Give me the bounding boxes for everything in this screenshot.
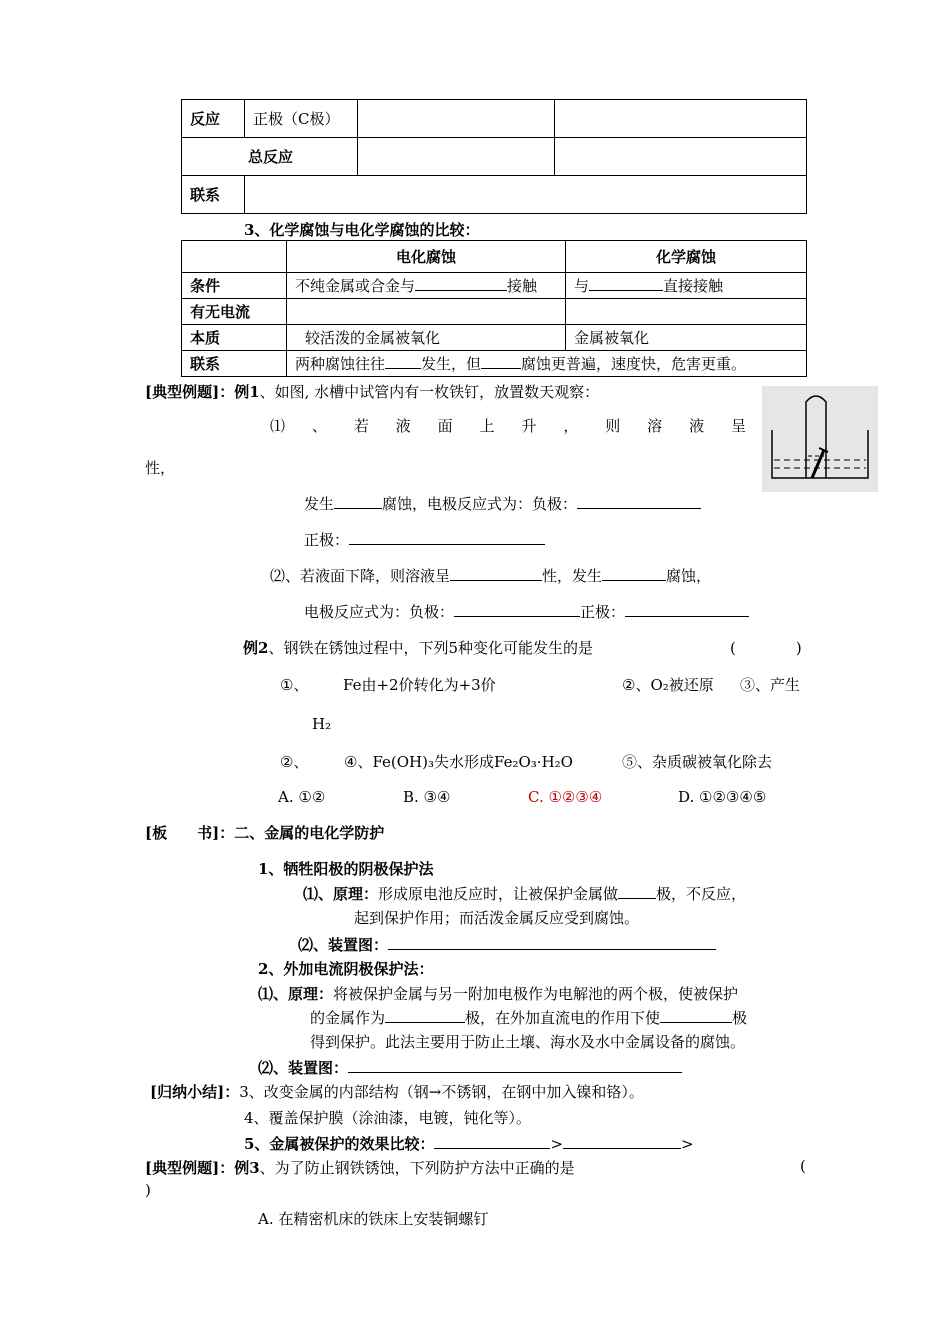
fill-blank <box>660 1007 732 1023</box>
option-d: D. ①②③④⑤ <box>678 788 767 806</box>
gt-symbol: > <box>550 1135 564 1153</box>
option-b: B. ③④ <box>403 788 451 806</box>
header-electro <box>287 241 566 273</box>
essence-label: 本质 <box>190 329 221 347</box>
text: 正极： <box>580 603 626 621</box>
summary-line-3 <box>150 1081 644 1102</box>
section-3-title: 3、化学腐蚀与电化学腐蚀的比较： <box>244 221 480 239</box>
text: 5、金属被保护的效果比较： <box>244 1135 435 1153</box>
question-2-line <box>270 565 711 586</box>
example-label: [典型例题]：例1 <box>145 383 260 401</box>
test-tube-figure <box>762 386 878 492</box>
example-label: 例2 <box>243 639 269 657</box>
fill-blank <box>563 1133 681 1149</box>
fill-blank <box>454 601 580 617</box>
row-label-relation <box>182 351 287 377</box>
fill-blank <box>589 275 663 291</box>
example-1-intro <box>145 381 599 402</box>
item-3-cont: H₂ <box>312 715 332 733</box>
cell-empty <box>555 138 807 176</box>
total-reaction-label: 总反应 <box>248 148 294 166</box>
cell-empty <box>245 176 807 214</box>
char: 、 <box>311 417 327 435</box>
diagram-label: ⑵、装置图： <box>298 936 389 954</box>
example-text: 、如图, 水槽中试管内有一枚铁钉，放置数天观察： <box>259 383 600 401</box>
char: 液 <box>395 417 411 435</box>
text: 与 <box>574 277 590 295</box>
option-c: C. ①②③④ <box>528 788 603 806</box>
answer-paren-close: ) <box>145 1181 151 1199</box>
cell-empty <box>555 100 807 138</box>
row-label-essence <box>182 325 287 351</box>
text: 接触 <box>507 277 538 295</box>
fill-blank <box>618 883 656 899</box>
header-electro-text: 电化腐蚀 <box>395 248 456 266</box>
corrosion-comparison-table <box>181 240 807 377</box>
example-text: 、钢铁在锈蚀过程中，下列5种变化可能发生的是 <box>268 639 593 657</box>
cell-essence-electro <box>287 325 566 351</box>
header-chem <box>566 241 807 273</box>
char: 若 <box>353 417 369 435</box>
current-label: 有无电流 <box>190 303 251 321</box>
fill-blank <box>388 934 716 950</box>
char: 面 <box>437 417 453 435</box>
text: 正极： <box>304 531 350 549</box>
text: 两种腐蚀往往 <box>295 355 386 373</box>
char: 上 <box>479 417 495 435</box>
summary-label: [归纳小结]： <box>150 1083 240 1101</box>
summary-line-5 <box>244 1133 694 1154</box>
row-label-current <box>182 299 287 325</box>
text: 不纯金属或合金与 <box>295 277 416 295</box>
item-2: ②、O₂被还原 <box>622 676 714 694</box>
text: 腐蚀， <box>666 567 712 585</box>
fill-blank <box>625 601 749 617</box>
item-1-num: ①、 <box>280 676 309 694</box>
fill-blank <box>334 493 382 509</box>
cell-condition-electro <box>287 273 566 299</box>
cell-empty <box>566 299 807 325</box>
gt-symbol: > <box>681 1135 694 1153</box>
row-label-relation <box>182 176 245 214</box>
char: 液 <box>689 417 705 435</box>
header-empty <box>182 241 287 273</box>
row-label-condition <box>182 273 287 299</box>
text: 发生，但 <box>421 355 482 373</box>
method-2-diagram <box>258 1057 682 1078</box>
question-1-line <box>270 415 746 436</box>
diagram-label: ⑵、装置图： <box>258 1059 349 1077</box>
row-label-reaction <box>182 100 245 138</box>
text: 发生 <box>304 495 335 513</box>
example-text: 、为了防止钢铁锈蚀，下列防护方法中正确的是 <box>259 1159 575 1177</box>
text: 性，发生 <box>542 567 603 585</box>
text: 极 <box>732 1009 748 1027</box>
char: ， <box>563 417 579 435</box>
text: 将被保护金属与另一附加电极作为电解池的两个极，使被保护 <box>333 985 739 1003</box>
method-2-principle-line-3: 得到保护。此法主要用于防止土壤、海水及水中金属设备的腐蚀。 <box>310 1033 746 1051</box>
text: 腐蚀，电极反应式为：负极： <box>382 495 578 513</box>
item-4: ④、Fe(OH)₃失水形成Fe₂O₃·H₂O <box>344 753 573 771</box>
method-2-principle <box>258 983 738 1004</box>
fill-blank <box>415 275 507 291</box>
relation-label: 联系 <box>190 355 221 373</box>
relation-label: 联系 <box>190 186 221 204</box>
condition-label: 条件 <box>190 277 221 295</box>
fill-blank <box>450 565 542 581</box>
reaction-label: 反应 <box>190 110 221 128</box>
reaction-table <box>181 99 807 214</box>
text: 电极反应式为：负极： <box>304 603 455 621</box>
cell-relation <box>287 351 807 377</box>
board-title: 二、金属的电化学防护 <box>234 824 385 842</box>
text: 较活泼的金属被氧化 <box>305 329 441 347</box>
method-2-title: 2、外加电流阴极保护法： <box>258 960 434 978</box>
fill-blank <box>481 353 521 369</box>
text: 形成原电池反应时，让被保护金属做 <box>378 885 619 903</box>
char: 升 <box>521 417 537 435</box>
principle-label: ⑴、原理： <box>258 985 334 1003</box>
text: 极，不反应， <box>656 885 747 903</box>
cell-empty <box>358 100 555 138</box>
char: 呈 <box>730 417 746 435</box>
summary-line-4: 4、覆盖保护膜（涂油漆，电镀，钝化等）。 <box>244 1109 532 1127</box>
board-heading <box>145 822 384 843</box>
method-2-principle-line-2 <box>310 1007 747 1028</box>
question-1-line-2 <box>304 493 701 514</box>
cell-empty <box>358 138 555 176</box>
answer-paren: ( ) <box>730 639 802 657</box>
method-1-title: 1、牺牲阳极的阴极保护法 <box>258 860 434 878</box>
row-label-total-reaction <box>182 138 358 176</box>
fill-blank <box>602 565 666 581</box>
item-1: Fe由+2价转化为+3价 <box>343 676 496 694</box>
text: ⑵、若液面下降，则溶液呈 <box>270 567 451 585</box>
char: 则 <box>605 417 621 435</box>
example-3-question <box>145 1157 575 1178</box>
text: 腐蚀更普遍，速度快，危害更重。 <box>521 355 747 373</box>
option-a: A. ①② <box>278 788 326 806</box>
board-label: [板 书]： <box>145 824 235 842</box>
principle-label: ⑴、原理： <box>303 885 379 903</box>
fill-blank <box>385 1007 465 1023</box>
method-1-principle <box>303 883 746 904</box>
header-chem-text: 化学腐蚀 <box>655 248 716 266</box>
example-3-option-a: A. 在精密机床的铁床上安装铜螺钉 <box>258 1210 489 1228</box>
example-label: [典型例题]：例3 <box>145 1159 260 1177</box>
answer-paren-open: ( <box>800 1157 806 1175</box>
question-1-end: 性， <box>145 459 176 477</box>
example-2-question <box>243 637 593 658</box>
item-5: ⑤、杂质碳被氧化除去 <box>622 753 773 771</box>
fill-blank <box>385 353 421 369</box>
cell-condition-chem <box>566 273 807 299</box>
cell-essence-chem <box>566 325 807 351</box>
item-4-prefix: ②、 <box>280 753 309 771</box>
text: 的金属作为 <box>310 1009 386 1027</box>
char: ⑴ <box>270 417 286 435</box>
test-tube-diagram <box>762 386 878 492</box>
positive-electrode-label: 正极（C极） <box>253 110 340 128</box>
method-1-principle-line-2: 起到保护作用；而活泼金属反应受到腐蚀。 <box>354 909 640 927</box>
question-1-line-3 <box>304 529 545 550</box>
text: 金属被氧化 <box>574 329 650 347</box>
char: 溶 <box>647 417 663 435</box>
cell-positive-electrode <box>245 100 358 138</box>
text: 直接接触 <box>663 277 724 295</box>
method-1-diagram <box>298 934 716 955</box>
question-2-line-2 <box>304 601 749 622</box>
item-3: ③、产生 <box>740 676 801 694</box>
fill-blank <box>348 1057 682 1073</box>
fill-blank <box>577 493 701 509</box>
fill-blank <box>434 1133 550 1149</box>
cell-empty <box>287 299 566 325</box>
text: 3、改变金属的内部结构（钢→不锈钢，在钢中加入镍和铬）。 <box>239 1083 644 1101</box>
text: 极，在外加直流电的作用下使 <box>465 1009 661 1027</box>
fill-blank <box>349 529 545 545</box>
